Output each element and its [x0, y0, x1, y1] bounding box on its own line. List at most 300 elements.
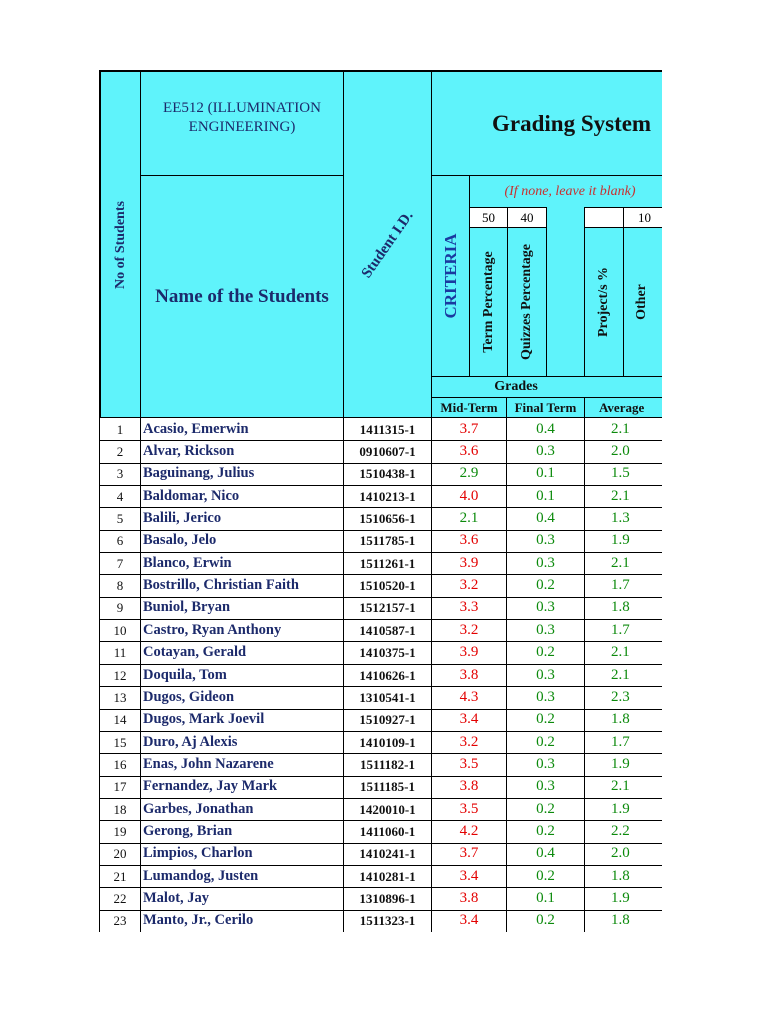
row-number: 3: [116, 466, 124, 482]
mid-term-grade-cell: [431, 552, 507, 575]
student-id: 1411060-1: [359, 823, 416, 839]
student-name: Dugos, Mark Joevil: [143, 711, 265, 728]
row-number: 14: [113, 712, 127, 728]
final-term-grade: 0.3: [536, 443, 555, 460]
student-id-cell: [343, 574, 432, 597]
student-name: Basalo, Jelo: [143, 532, 217, 549]
final-term-grade-cell: [506, 753, 585, 776]
term-percentage-header: [469, 227, 508, 377]
mid-term-grade: 3.6: [459, 532, 479, 549]
average-grade-cell: [584, 463, 662, 486]
final-term-grade: 0.2: [536, 733, 555, 750]
mid-term-grade: 3.5: [459, 755, 479, 772]
row-number-cell: [99, 910, 141, 932]
student-name: Baguinang, Julius: [143, 465, 255, 482]
final-term-grade-cell: [506, 798, 585, 821]
criteria-cell: [431, 175, 470, 377]
average-grade-cell: [584, 440, 662, 463]
mid-term-grade: 4.2: [459, 822, 479, 839]
final-term-grade: 0.3: [536, 599, 555, 616]
student-name-cell: [140, 619, 344, 642]
mid-term-grade: 3.4: [459, 912, 479, 929]
student-name-cell: [140, 709, 344, 732]
student-name-cell: [140, 843, 344, 866]
student-id-header: [343, 70, 432, 418]
student-name-cell: [140, 485, 344, 508]
student-id: 1420010-1: [359, 801, 416, 817]
average-grade-cell: [584, 418, 662, 441]
student-id: 1410109-1: [359, 734, 416, 750]
student-id: 1410241-1: [359, 846, 416, 862]
mid-term-grade: 4.0: [459, 487, 479, 504]
average-grade: 1.9: [611, 532, 630, 549]
average-grade-cell: [584, 574, 662, 597]
row-number-cell: [99, 753, 141, 776]
student-name-cell: [140, 440, 344, 463]
row-number: 7: [116, 555, 124, 571]
average-grade: 1.9: [611, 755, 630, 772]
student-name-cell: [140, 887, 344, 910]
student-id-cell: [343, 686, 432, 709]
quizzes-percentage-label: Quizzes Percentage: [519, 244, 534, 360]
average-grade: 1.5: [611, 465, 630, 482]
student-id-cell: [343, 597, 432, 620]
row-number: 19: [113, 823, 127, 839]
weight-projects: [584, 207, 624, 228]
grades-label: Grades: [494, 379, 538, 394]
student-name-cell: [140, 463, 344, 486]
student-id-cell: [343, 440, 432, 463]
average-grade: 1.3: [611, 510, 630, 527]
final-term-grade-cell: [506, 865, 585, 888]
criteria-label: CRITERIA: [440, 233, 460, 319]
final-term-grade: 0.4: [536, 510, 555, 527]
student-id: 1510656-1: [359, 511, 416, 527]
average-grade: 1.7: [611, 733, 630, 750]
row-number-cell: [99, 664, 141, 687]
student-name-cell: [140, 686, 344, 709]
row-number: 2: [116, 444, 124, 460]
row-number: 5: [116, 511, 124, 527]
average-grade: 1.9: [611, 800, 630, 817]
final-term-grade-cell: [506, 709, 585, 732]
mid-term-grade: 3.5: [459, 800, 479, 817]
average-grade-cell: [584, 731, 662, 754]
weight-term-value: 50: [482, 209, 495, 225]
row-number-cell: [99, 642, 141, 665]
mid-term-grade-cell: [431, 485, 507, 508]
student-name: Balili, Jerico: [143, 510, 222, 527]
student-id: 1411315-1: [359, 421, 416, 437]
no-of-students-header: [99, 70, 141, 418]
mid-term-grade-cell: [431, 619, 507, 642]
mid-term-grade-cell: [431, 798, 507, 821]
row-number: 10: [113, 622, 127, 638]
student-name: Gerong, Brian: [143, 822, 233, 839]
student-id-cell: [343, 798, 432, 821]
row-number: 22: [113, 891, 127, 907]
row-number: 18: [113, 801, 127, 817]
term-percentage-label: Term Percentage: [480, 251, 496, 353]
student-name-cell: [140, 552, 344, 575]
mid-term-grade: 2.9: [459, 465, 479, 482]
student-name-cell: [140, 776, 344, 799]
student-id: 1511182-1: [360, 756, 415, 772]
final-term-grade-cell: [506, 552, 585, 575]
row-number: 11: [113, 645, 127, 661]
final-term-grade-cell: [506, 619, 585, 642]
row-number-cell: [99, 574, 141, 597]
student-id: 1510520-1: [359, 578, 416, 594]
final-term-grade: 0.2: [536, 822, 555, 839]
average-grade-cell: [584, 619, 662, 642]
student-id-cell: [343, 463, 432, 486]
if-none-note: (If none, leave it blank): [504, 183, 636, 199]
student-name: Garbes, Jonathan: [143, 800, 254, 817]
mid-term-grade-cell: [431, 910, 507, 932]
student-id: 1410626-1: [359, 667, 416, 683]
grading-sheet: [99, 70, 662, 932]
student-id: 1410587-1: [359, 622, 416, 638]
final-term-grade: 0.2: [536, 800, 555, 817]
student-id-cell: [343, 709, 432, 732]
student-name: Alvar, Rickson: [143, 443, 235, 460]
final-term-grade: 0.4: [536, 420, 555, 437]
student-name-cell: [140, 507, 344, 530]
mid-term-grade-cell: [431, 865, 507, 888]
student-id-cell: [343, 843, 432, 866]
student-name: Duro, Aj Alexis: [143, 733, 238, 750]
weight-other-value: 10: [638, 209, 651, 225]
average-grade-cell: [584, 552, 662, 575]
average-grade: 2.0: [611, 845, 630, 862]
student-name: Castro, Ryan Anthony: [143, 621, 282, 638]
student-name: Cotayan, Gerald: [143, 644, 247, 661]
no-of-students-label: No of Students: [112, 200, 128, 289]
mid-term-grade: 3.4: [459, 711, 479, 728]
final-term-grade-cell: [506, 843, 585, 866]
quizzes-percentage-header: [507, 227, 547, 377]
student-id: 0910607-1: [359, 444, 416, 460]
weight-other: [623, 207, 662, 228]
average-grade: 2.0: [611, 443, 630, 460]
grading-system-cell: [431, 70, 662, 176]
student-id: 1511323-1: [359, 913, 416, 929]
row-number-cell: [99, 507, 141, 530]
mid-term-grade: 4.3: [459, 688, 479, 705]
row-number-cell: [99, 731, 141, 754]
student-name: Enas, John Nazarene: [143, 755, 274, 772]
average-grade-cell: [584, 776, 662, 799]
average-grade-cell: [584, 843, 662, 866]
average-grade: 1.8: [611, 599, 630, 616]
mid-term-grade: 3.4: [459, 867, 479, 884]
final-term-grade-cell: [506, 910, 585, 932]
row-number: 16: [113, 756, 127, 772]
final-term-grade: 0.3: [536, 778, 555, 795]
mid-term-grade-cell: [431, 507, 507, 530]
mid-term-grade: 3.2: [459, 621, 479, 638]
if-none-note-cell: [469, 175, 662, 208]
row-number-cell: [99, 798, 141, 821]
final-term-grade: 0.3: [536, 621, 555, 638]
student-id-cell: [343, 753, 432, 776]
student-name: Baldomar, Nico: [143, 487, 240, 504]
mid-term-grade: 3.9: [459, 554, 479, 571]
mid-term-grade: 3.2: [459, 733, 479, 750]
student-id: 1410213-1: [359, 488, 416, 504]
student-id-cell: [343, 552, 432, 575]
average-grade-cell: [584, 597, 662, 620]
final-term-grade-cell: [506, 664, 585, 687]
average-grade: 2.3: [611, 688, 630, 705]
name-header: Name of the Students: [155, 285, 329, 307]
student-id: 1511785-1: [359, 533, 416, 549]
student-id-cell: [343, 485, 432, 508]
final-term-grade-cell: [506, 642, 585, 665]
row-number-cell: [99, 686, 141, 709]
projects-percentage-label: Project/s %: [596, 266, 611, 338]
final-term-grade: 0.4: [536, 845, 555, 862]
student-id-cell: [343, 910, 432, 932]
final-term-grade-cell: [506, 440, 585, 463]
student-id-cell: [343, 507, 432, 530]
student-name-cell: [140, 574, 344, 597]
row-number: 13: [113, 689, 127, 705]
mid-term-grade: 3.2: [459, 577, 479, 594]
average-grade: 1.8: [611, 711, 630, 728]
grading-system-title: Grading System: [492, 110, 652, 136]
mid-term-grade-cell: [431, 776, 507, 799]
mid-term-grade-cell: [431, 664, 507, 687]
final-term-grade: 0.3: [536, 666, 555, 683]
student-name: Acasio, Emerwin: [143, 420, 249, 437]
row-number: 12: [113, 667, 127, 683]
final-term-grade-cell: [506, 530, 585, 553]
mid-term-grade-cell: [431, 686, 507, 709]
weight-quizzes: [507, 207, 547, 228]
student-name-cell: [140, 731, 344, 754]
student-id-cell: [343, 664, 432, 687]
student-id-cell: [343, 642, 432, 665]
student-id: 1512157-1: [359, 600, 416, 616]
row-number-cell: [99, 709, 141, 732]
student-name-cell: [140, 597, 344, 620]
weight-blank-spacer: [546, 207, 585, 228]
student-name: Bostrillo, Christian Faith: [143, 577, 299, 594]
final-term-grade: 0.3: [536, 532, 555, 549]
name-header-cell: [140, 175, 344, 418]
row-number: 8: [116, 578, 124, 594]
mid-term-grade-cell: [431, 843, 507, 866]
mid-term-grade-cell: [431, 887, 507, 910]
average-grade: 1.8: [611, 912, 630, 929]
student-name-cell: [140, 530, 344, 553]
row-number-cell: [99, 530, 141, 553]
final-term-grade: 0.2: [536, 644, 555, 661]
student-name: Lumandog, Justen: [143, 867, 259, 884]
average-header: [584, 397, 662, 418]
row-number-cell: [99, 485, 141, 508]
student-name-cell: [140, 798, 344, 821]
final-term-grade-cell: [506, 597, 585, 620]
average-grade-cell: [584, 865, 662, 888]
average-grade: 2.1: [611, 554, 630, 571]
row-number: 6: [116, 533, 124, 549]
final-term-header: [506, 397, 585, 418]
row-number: 1: [116, 421, 124, 437]
student-name-cell: [140, 642, 344, 665]
average-label: Average: [599, 399, 645, 415]
row-number: 4: [116, 488, 124, 504]
average-grade: 2.1: [611, 487, 630, 504]
student-name: Buniol, Bryan: [143, 599, 231, 616]
final-term-grade-cell: [506, 776, 585, 799]
average-grade-cell: [584, 709, 662, 732]
other-label: Other: [634, 284, 650, 320]
final-term-grade: 0.1: [536, 487, 555, 504]
mid-term-grade-cell: [431, 574, 507, 597]
mid-term-grade-cell: [431, 820, 507, 843]
row-number-cell: [99, 865, 141, 888]
student-name: Blanco, Erwin: [143, 554, 232, 571]
mid-term-grade: 3.8: [459, 890, 479, 907]
row-number-cell: [99, 887, 141, 910]
course-title: EE512 (ILLUMINATION ENGINEERING): [163, 99, 321, 135]
mid-term-grade: 3.6: [459, 443, 479, 460]
average-grade: 1.9: [611, 890, 630, 907]
grades-header: [431, 376, 662, 398]
row-number-cell: [99, 440, 141, 463]
average-grade: 1.8: [611, 867, 630, 884]
final-term-grade-cell: [506, 574, 585, 597]
average-grade-cell: [584, 664, 662, 687]
final-term-grade: 0.2: [536, 867, 555, 884]
row-number-cell: [99, 776, 141, 799]
student-id: 1511185-1: [360, 779, 415, 795]
final-term-grade: 0.2: [536, 577, 555, 594]
average-grade: 1.7: [611, 577, 630, 594]
mid-term-grade-cell: [431, 753, 507, 776]
student-id: 1310896-1: [359, 891, 416, 907]
final-term-grade: 0.3: [536, 688, 555, 705]
average-grade: 2.2: [611, 822, 630, 839]
final-term-grade-cell: [506, 820, 585, 843]
student-id-cell: [343, 820, 432, 843]
student-name: Dugos, Gideon: [143, 688, 235, 705]
course-title-cell: [140, 70, 344, 176]
student-id-cell: [343, 530, 432, 553]
average-grade-cell: [584, 820, 662, 843]
mid-term-grade: 3.9: [459, 644, 479, 661]
mid-term-grade: 3.7: [459, 420, 479, 437]
student-name: Fernandez, Jay Mark: [143, 778, 278, 795]
row-number: 23: [113, 913, 127, 929]
mid-term-header: [431, 397, 507, 418]
row-number: 21: [113, 868, 127, 884]
mid-term-grade-cell: [431, 418, 507, 441]
student-name: Doquila, Tom: [143, 666, 227, 683]
final-term-grade: 0.1: [536, 890, 555, 907]
row-number-cell: [99, 418, 141, 441]
average-grade-cell: [584, 642, 662, 665]
final-term-grade: 0.1: [536, 465, 555, 482]
student-name-cell: [140, 820, 344, 843]
mid-term-grade: 3.3: [459, 599, 479, 616]
student-name-cell: [140, 418, 344, 441]
student-id-cell: [343, 418, 432, 441]
average-grade-cell: [584, 507, 662, 530]
weight-term: [469, 207, 508, 228]
row-number-cell: [99, 820, 141, 843]
mid-term-grade-cell: [431, 440, 507, 463]
projects-percentage-header: [584, 227, 624, 377]
student-id-cell: [343, 776, 432, 799]
average-grade: 1.7: [611, 621, 630, 638]
average-grade-cell: [584, 485, 662, 508]
final-term-grade-cell: [506, 507, 585, 530]
final-term-grade-cell: [506, 485, 585, 508]
final-term-grade-cell: [506, 463, 585, 486]
average-grade-cell: [584, 530, 662, 553]
final-term-grade-cell: [506, 686, 585, 709]
average-grade: 2.1: [611, 420, 630, 437]
row-number: 15: [113, 734, 127, 750]
weight-quizzes-value: 40: [520, 209, 534, 225]
mid-term-label: Mid-Term: [440, 399, 498, 415]
student-id-label: Student I.D.: [358, 207, 416, 281]
mid-term-grade-cell: [431, 463, 507, 486]
student-id: 1511261-1: [359, 555, 416, 571]
student-id: 1510927-1: [359, 712, 416, 728]
average-grade-cell: [584, 753, 662, 776]
student-id: 1410375-1: [359, 645, 416, 661]
mid-term-grade: 3.8: [459, 778, 479, 795]
average-grade-cell: [584, 887, 662, 910]
row-number-cell: [99, 843, 141, 866]
student-id-cell: [343, 865, 432, 888]
student-id: 1310541-1: [359, 689, 416, 705]
final-term-grade: 0.2: [536, 711, 555, 728]
average-grade: 2.1: [611, 644, 630, 661]
row-number-cell: [99, 619, 141, 642]
mid-term-grade-cell: [431, 709, 507, 732]
student-id: 1510438-1: [359, 466, 416, 482]
row-number: 9: [116, 600, 124, 616]
final-term-grade: 0.3: [536, 755, 555, 772]
student-name: Manto, Jr., Cerilo: [143, 912, 254, 929]
student-name-cell: [140, 753, 344, 776]
student-name-cell: [140, 664, 344, 687]
row-number: 17: [113, 779, 127, 795]
student-name-cell: [140, 865, 344, 888]
mid-term-grade: 3.8: [459, 666, 479, 683]
mid-term-grade-cell: [431, 731, 507, 754]
student-id: 1410281-1: [359, 868, 416, 884]
row-number: 20: [113, 846, 127, 862]
other-header: [623, 227, 662, 377]
average-grade-cell: [584, 686, 662, 709]
mid-term-grade-cell: [431, 597, 507, 620]
blank-criteria-header: [546, 227, 585, 377]
mid-term-grade: 2.1: [459, 510, 479, 527]
final-term-grade-cell: [506, 418, 585, 441]
row-number-cell: [99, 463, 141, 486]
final-term-grade-cell: [506, 887, 585, 910]
mid-term-grade-cell: [431, 642, 507, 665]
student-name: Malot, Jay: [143, 890, 210, 907]
student-name: Limpios, Charlon: [143, 845, 253, 862]
